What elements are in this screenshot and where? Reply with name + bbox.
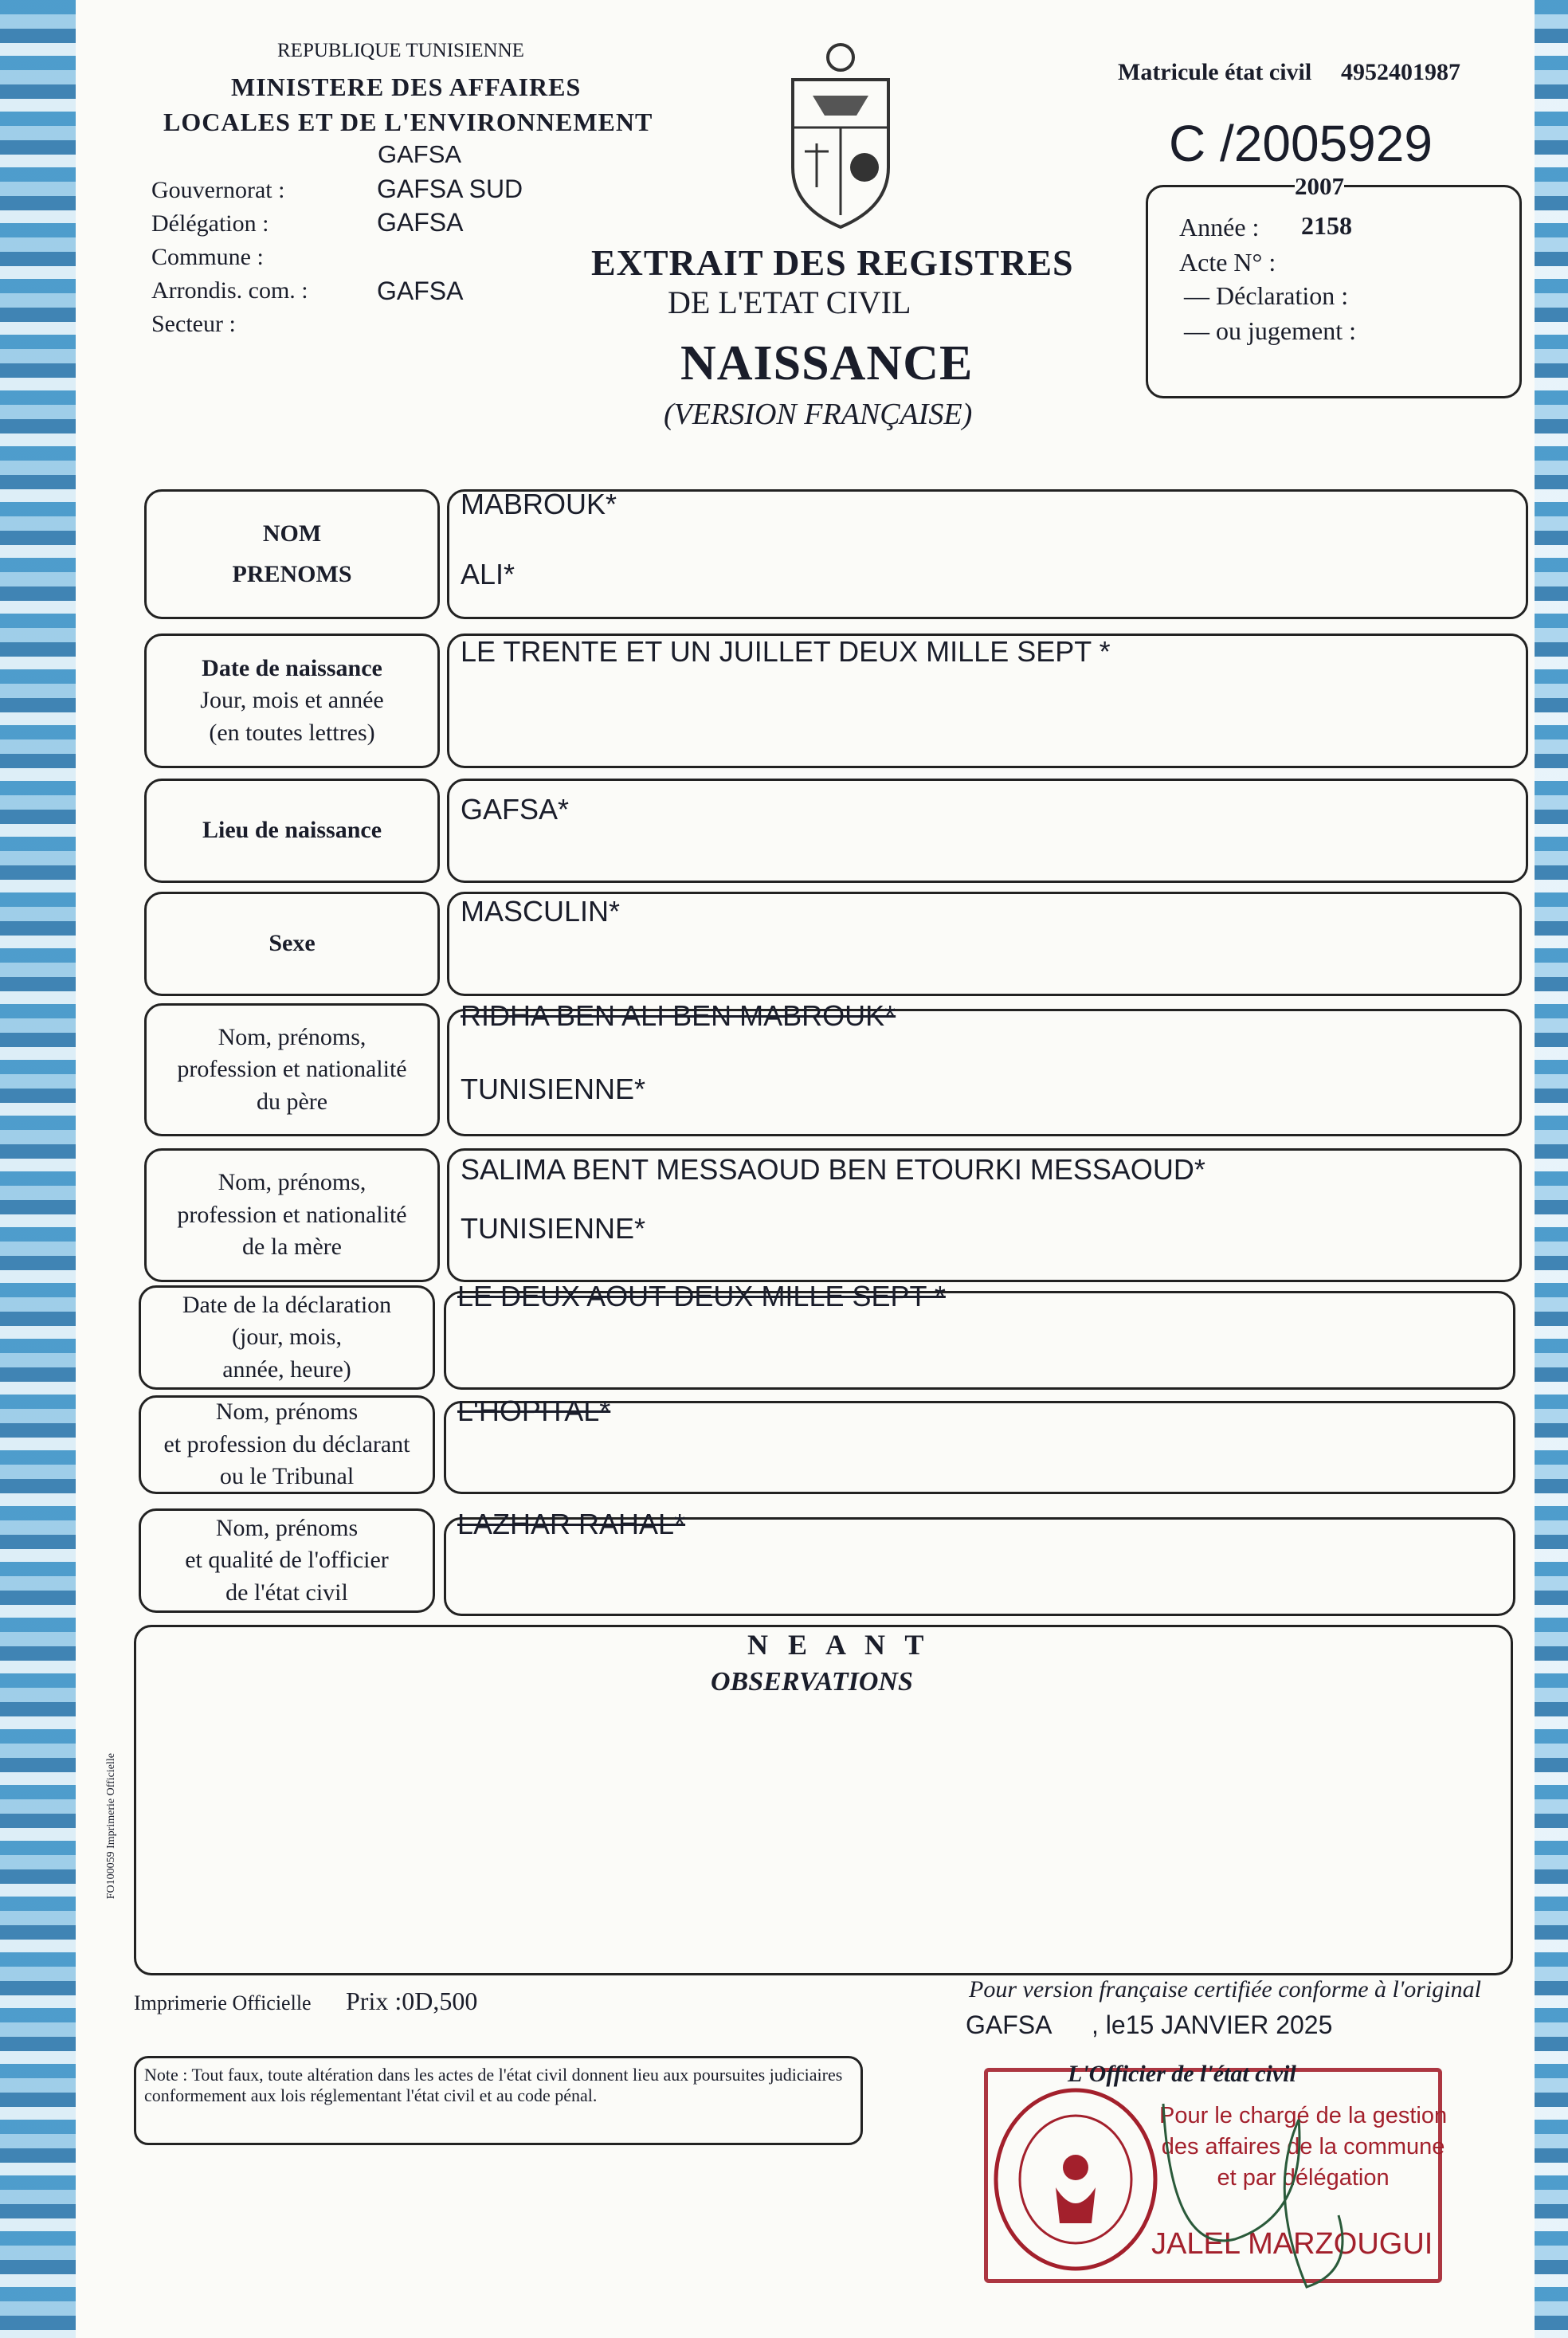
value-text: LE DEUX AOUT DEUX MILLE SEPT * xyxy=(457,1280,946,1312)
field-label: Secteur : xyxy=(151,311,236,337)
label-line: PRENOMS xyxy=(232,560,352,587)
stamp-name: JALEL MARZOUGUI xyxy=(1151,2227,1433,2261)
label-declarant xyxy=(139,1395,435,1494)
value-text: MASCULIN* xyxy=(461,895,621,928)
label-line: profession et nationalité xyxy=(177,1201,407,1228)
tunisia-coat-of-arms-icon xyxy=(777,40,904,231)
value-mere xyxy=(447,1148,1522,1282)
value-nom-prenoms xyxy=(447,489,1528,619)
title-version: (VERSION FRANÇAISE) xyxy=(664,398,973,431)
label-sexe xyxy=(144,892,440,996)
side-print: FO100059 Imprimerie Officielle xyxy=(105,1753,117,1900)
value-declarant xyxy=(444,1395,1515,1494)
value-sexe xyxy=(447,892,1522,996)
label-line: (jour, mois, xyxy=(232,1324,342,1351)
value-text: LE TRENTE ET UN JUILLET DEUX MILLE SEPT * xyxy=(461,635,1111,668)
label-date-naissance xyxy=(144,634,440,768)
label-line: Date de naissance xyxy=(202,654,382,681)
overprint-gafsa: GAFSA xyxy=(378,140,462,168)
legal-note: Note : Tout faux, toute altération dans les actes de l'état civil donnent lieu aux poursuites judiciaires conformement aux lois réglementant l'état civil et au code pénal. xyxy=(134,2056,863,2145)
label-line: Nom, prénoms xyxy=(215,1514,359,1541)
stamp-line: Pour le chargé de la gestion xyxy=(1159,2103,1448,2128)
place: GAFSA xyxy=(966,2010,1053,2039)
field-label: Délégation : xyxy=(151,210,269,237)
observations-label: OBSERVATIONS xyxy=(711,1667,913,1697)
value-nom: MABROUK* xyxy=(461,488,617,520)
acte-value: 2158 xyxy=(1301,211,1352,240)
label-line: Nom, prénoms xyxy=(215,1398,359,1426)
label-line: et qualité de l'officier xyxy=(185,1547,389,1574)
certified-text: Pour version française certifiée conforme à l'original xyxy=(969,1976,1481,2003)
observations-value: N E A N T xyxy=(747,1629,931,1661)
issue-date: , le15 JANVIER 2025 xyxy=(1092,2010,1333,2039)
label-line: (en toutes lettres) xyxy=(209,719,375,746)
value-text: GAFSA* xyxy=(461,793,570,826)
annee-label: Année : xyxy=(1179,213,1260,241)
field-label: Gouvernorat : xyxy=(151,177,285,203)
label-line: du père xyxy=(256,1088,328,1115)
field-value: GAFSA xyxy=(377,208,464,237)
label-line: Nom, prénoms, xyxy=(218,1169,367,1196)
matricule-label: Matricule état civil xyxy=(1118,59,1312,85)
label-officier xyxy=(139,1508,435,1613)
label-line: Sexe xyxy=(269,930,316,957)
label-line: ou le Tribunal xyxy=(219,1463,355,1490)
decorative-border-right xyxy=(1535,0,1568,2338)
annee-value: 2007 xyxy=(1295,172,1344,200)
label-line: NOM xyxy=(262,520,322,547)
title-naissance: NAISSANCE xyxy=(680,336,974,390)
label-line: de la mère xyxy=(242,1234,342,1261)
acte-label: Acte N° : xyxy=(1179,248,1276,277)
field-value: GAFSA xyxy=(377,277,464,305)
field-label: Commune : xyxy=(151,244,264,270)
value-text: TUNISIENNE* xyxy=(461,1073,646,1105)
label-line: Date de la déclaration xyxy=(182,1291,392,1318)
value-lieu-naissance xyxy=(447,779,1528,883)
stamp-line: et par délégation xyxy=(1217,2165,1390,2191)
declaration-label: — Déclaration : xyxy=(1184,281,1349,310)
value-pere xyxy=(447,999,1522,1136)
ministry-line1: MINISTERE DES AFFAIRES xyxy=(231,73,582,101)
printer-label: Imprimerie Officielle xyxy=(134,1991,312,2014)
republic-heading: REPUBLIQUE TUNISIENNE xyxy=(277,40,524,61)
commune-seal-icon xyxy=(988,2084,1163,2275)
label-lieu-naissance xyxy=(144,779,440,883)
label-line: de l'état civil xyxy=(225,1579,348,1606)
title-extrait: EXTRAIT DES REGISTRES xyxy=(591,242,1074,283)
label-mere xyxy=(144,1148,440,1282)
value-text: SALIMA BENT MESSAOUD BEN ETOURKI MESSAOUD* xyxy=(461,1153,1205,1186)
label-line: année, heure) xyxy=(222,1355,351,1383)
value-prenom: ALI* xyxy=(461,558,515,590)
price: Prix :0D,500 xyxy=(346,1987,478,2015)
value-text: RIDHA BEN ALI BEN MABROUK* xyxy=(461,999,896,1032)
ministry-line2: LOCALES ET DE L'ENVIRONNEMENT xyxy=(163,108,653,136)
matricule-value: 4952401987 xyxy=(1341,59,1460,85)
value-text: L'HOPITAL* xyxy=(457,1395,611,1427)
value-text: TUNISIENNE* xyxy=(461,1212,646,1245)
officer-title: L'Officier de l'état civil xyxy=(1068,2061,1296,2087)
value-text: LAZHAR RAHAL* xyxy=(457,1508,686,1540)
stamp-line: des affaires de la commune xyxy=(1161,2134,1445,2160)
label-date-declaration xyxy=(139,1285,435,1390)
field-label: Arrondis. com. : xyxy=(151,277,308,304)
label-line: Jour, mois et année xyxy=(200,687,384,714)
label-line: Nom, prénoms, xyxy=(218,1023,367,1050)
reference-number: C /2005929 xyxy=(1169,115,1433,172)
label-line: Lieu de naissance xyxy=(202,817,382,844)
label-nom-prenoms xyxy=(144,489,440,619)
field-value: GAFSA SUD xyxy=(377,175,523,203)
value-officier xyxy=(444,1508,1515,1616)
value-date-naissance xyxy=(447,634,1528,768)
label-pere xyxy=(144,1003,440,1136)
decorative-border-left xyxy=(0,0,76,2338)
signature-icon xyxy=(1147,2096,1410,2303)
title-etat-civil: DE L'ETAT CIVIL xyxy=(668,284,911,320)
jugement-label: — ou jugement : xyxy=(1184,316,1356,345)
label-line: et profession du déclarant xyxy=(163,1430,410,1457)
value-date-declaration xyxy=(444,1280,1515,1390)
label-line: profession et nationalité xyxy=(177,1056,407,1083)
